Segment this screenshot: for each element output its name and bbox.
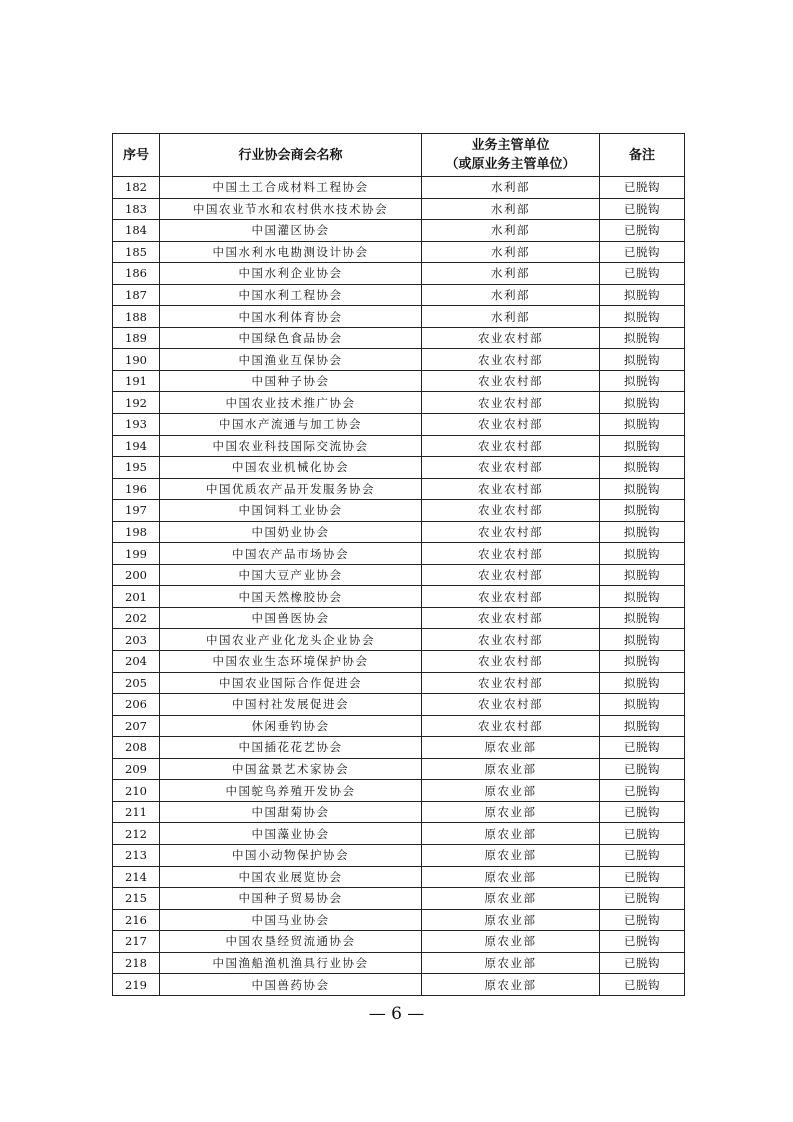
row-supervising-unit: 原农业部 <box>422 737 600 759</box>
table-row <box>113 241 685 263</box>
row-serial-number: 183 <box>113 198 160 220</box>
row-supervising-unit: 农业农村部 <box>422 435 600 457</box>
row-remarks: 拟脱钩 <box>600 457 685 479</box>
row-serial-number: 182 <box>113 177 160 199</box>
row-remarks: 已脱钩 <box>600 737 685 759</box>
row-association-name: 中国村社发展促进会 <box>160 694 422 716</box>
row-supervising-unit: 水利部 <box>422 177 600 199</box>
table-row <box>113 435 685 457</box>
row-remarks: 已脱钩 <box>600 177 685 199</box>
row-remarks: 拟脱钩 <box>600 607 685 629</box>
row-serial-number: 193 <box>113 414 160 436</box>
row-serial-number: 188 <box>113 306 160 328</box>
row-association-name: 中国渔业互保协会 <box>160 349 422 371</box>
row-association-name: 中国水利企业协会 <box>160 263 422 285</box>
row-remarks: 拟脱钩 <box>600 586 685 608</box>
row-remarks: 拟脱钩 <box>600 543 685 565</box>
table-row <box>113 607 685 629</box>
row-serial-number: 212 <box>113 823 160 845</box>
row-remarks: 已脱钩 <box>600 241 685 263</box>
row-association-name: 中国农业机械化协会 <box>160 457 422 479</box>
row-remarks: 已脱钩 <box>600 780 685 802</box>
table-row <box>113 306 685 328</box>
row-supervising-unit: 农业农村部 <box>422 414 600 436</box>
row-serial-number: 204 <box>113 651 160 673</box>
row-serial-number: 216 <box>113 909 160 931</box>
row-serial-number: 202 <box>113 607 160 629</box>
row-association-name: 中国水利水电勘测设计协会 <box>160 241 422 263</box>
row-supervising-unit: 原农业部 <box>422 866 600 888</box>
table-row <box>113 564 685 586</box>
row-serial-number: 194 <box>113 435 160 457</box>
row-association-name: 中国鸵鸟养殖开发协会 <box>160 780 422 802</box>
row-association-name: 中国马业协会 <box>160 909 422 931</box>
row-serial-number: 198 <box>113 521 160 543</box>
row-supervising-unit: 农业农村部 <box>422 715 600 737</box>
row-remarks: 拟脱钩 <box>600 349 685 371</box>
table-row <box>113 758 685 780</box>
row-serial-number: 190 <box>113 349 160 371</box>
row-serial-number: 203 <box>113 629 160 651</box>
row-serial-number: 184 <box>113 220 160 242</box>
row-association-name: 中国饲料工业协会 <box>160 500 422 522</box>
row-serial-number: 210 <box>113 780 160 802</box>
row-remarks: 拟脱钩 <box>600 651 685 673</box>
table-row <box>113 327 685 349</box>
row-remarks: 拟脱钩 <box>600 327 685 349</box>
row-remarks: 拟脱钩 <box>600 435 685 457</box>
row-serial-number: 218 <box>113 952 160 974</box>
table-row <box>113 284 685 306</box>
row-serial-number: 195 <box>113 457 160 479</box>
table-row <box>113 586 685 608</box>
row-association-name: 中国土工合成材料工程协会 <box>160 177 422 199</box>
row-serial-number: 208 <box>113 737 160 759</box>
row-association-name: 中国农业节水和农村供水技术协会 <box>160 198 422 220</box>
row-supervising-unit: 农业农村部 <box>422 327 600 349</box>
row-association-name: 中国农业产业化龙头企业协会 <box>160 629 422 651</box>
table-row <box>113 349 685 371</box>
row-supervising-unit: 原农业部 <box>422 931 600 953</box>
row-supervising-unit: 水利部 <box>422 306 600 328</box>
row-remarks: 已脱钩 <box>600 909 685 931</box>
row-association-name: 中国农业生态环境保护协会 <box>160 651 422 673</box>
table-row <box>113 888 685 910</box>
row-remarks: 拟脱钩 <box>600 694 685 716</box>
row-supervising-unit: 农业农村部 <box>422 370 600 392</box>
row-remarks: 已脱钩 <box>600 974 685 996</box>
row-remarks: 拟脱钩 <box>600 672 685 694</box>
row-remarks: 已脱钩 <box>600 801 685 823</box>
row-remarks: 已脱钩 <box>600 844 685 866</box>
row-remarks: 拟脱钩 <box>600 715 685 737</box>
table-row <box>113 715 685 737</box>
row-supervising-unit: 农业农村部 <box>422 586 600 608</box>
table-row <box>113 198 685 220</box>
row-remarks: 已脱钩 <box>600 758 685 780</box>
row-remarks: 拟脱钩 <box>600 306 685 328</box>
row-serial-number: 197 <box>113 500 160 522</box>
row-supervising-unit: 原农业部 <box>422 974 600 996</box>
row-remarks: 已脱钩 <box>600 823 685 845</box>
row-serial-number: 219 <box>113 974 160 996</box>
table-row <box>113 651 685 673</box>
table-row <box>113 801 685 823</box>
row-supervising-unit: 水利部 <box>422 263 600 285</box>
row-association-name: 中国盆景艺术家协会 <box>160 758 422 780</box>
row-supervising-unit: 农业农村部 <box>422 672 600 694</box>
row-association-name: 中国农业技术推广协会 <box>160 392 422 414</box>
row-association-name: 休闲垂钓协会 <box>160 715 422 737</box>
row-supervising-unit: 农业农村部 <box>422 543 600 565</box>
row-association-name: 中国天然橡胶协会 <box>160 586 422 608</box>
row-association-name: 中国大豆产业协会 <box>160 564 422 586</box>
row-supervising-unit: 农业农村部 <box>422 521 600 543</box>
row-association-name: 中国水利体育协会 <box>160 306 422 328</box>
row-serial-number: 217 <box>113 931 160 953</box>
table-row <box>113 457 685 479</box>
table-row <box>113 780 685 802</box>
row-association-name: 中国种子协会 <box>160 370 422 392</box>
row-association-name: 中国兽医协会 <box>160 607 422 629</box>
row-remarks: 已脱钩 <box>600 931 685 953</box>
row-serial-number: 214 <box>113 866 160 888</box>
header-row <box>113 134 685 177</box>
table-row <box>113 543 685 565</box>
row-remarks: 拟脱钩 <box>600 629 685 651</box>
row-supervising-unit: 原农业部 <box>422 844 600 866</box>
row-serial-number: 207 <box>113 715 160 737</box>
row-remarks: 拟脱钩 <box>600 564 685 586</box>
row-supervising-unit: 农业农村部 <box>422 457 600 479</box>
table-body <box>113 177 685 996</box>
row-serial-number: 200 <box>113 564 160 586</box>
row-association-name: 中国农业科技国际交流协会 <box>160 435 422 457</box>
row-supervising-unit: 原农业部 <box>422 909 600 931</box>
table-row <box>113 177 685 199</box>
row-association-name: 中国灌区协会 <box>160 220 422 242</box>
header-association-name: 行业协会商会名称 <box>160 134 422 177</box>
row-supervising-unit: 原农业部 <box>422 758 600 780</box>
header-serial-number: 序号 <box>113 134 160 177</box>
row-supervising-unit: 原农业部 <box>422 952 600 974</box>
table-row <box>113 974 685 996</box>
row-serial-number: 185 <box>113 241 160 263</box>
table-row <box>113 694 685 716</box>
row-supervising-unit: 农业农村部 <box>422 478 600 500</box>
row-supervising-unit: 水利部 <box>422 220 600 242</box>
row-remarks: 已脱钩 <box>600 263 685 285</box>
row-supervising-unit: 水利部 <box>422 284 600 306</box>
row-association-name: 中国渔船渔机渔具行业协会 <box>160 952 422 974</box>
row-association-name: 中国农产品市场协会 <box>160 543 422 565</box>
row-association-name: 中国种子贸易协会 <box>160 888 422 910</box>
table-header <box>113 134 685 177</box>
table-row <box>113 844 685 866</box>
row-remarks: 拟脱钩 <box>600 521 685 543</box>
row-remarks: 拟脱钩 <box>600 478 685 500</box>
table-row <box>113 220 685 242</box>
row-serial-number: 209 <box>113 758 160 780</box>
row-supervising-unit: 农业农村部 <box>422 629 600 651</box>
row-remarks: 拟脱钩 <box>600 500 685 522</box>
row-supervising-unit: 农业农村部 <box>422 500 600 522</box>
row-serial-number: 189 <box>113 327 160 349</box>
row-association-name: 中国农业展览协会 <box>160 866 422 888</box>
row-association-name: 中国奶业协会 <box>160 521 422 543</box>
table-row <box>113 931 685 953</box>
table-row <box>113 952 685 974</box>
table-row <box>113 909 685 931</box>
row-remarks: 已脱钩 <box>600 198 685 220</box>
table-row <box>113 478 685 500</box>
row-remarks: 已脱钩 <box>600 220 685 242</box>
row-supervising-unit: 原农业部 <box>422 780 600 802</box>
row-association-name: 中国水利工程协会 <box>160 284 422 306</box>
table-row <box>113 629 685 651</box>
row-supervising-unit: 原农业部 <box>422 801 600 823</box>
row-supervising-unit: 农业农村部 <box>422 694 600 716</box>
row-serial-number: 191 <box>113 370 160 392</box>
table-row <box>113 521 685 543</box>
row-supervising-unit: 农业农村部 <box>422 651 600 673</box>
row-remarks: 已脱钩 <box>600 866 685 888</box>
row-serial-number: 213 <box>113 844 160 866</box>
header-supervising-unit-line1: 业务主管单位 <box>471 138 550 153</box>
row-supervising-unit: 农业农村部 <box>422 349 600 371</box>
row-association-name: 中国优质农产品开发服务协会 <box>160 478 422 500</box>
row-remarks: 拟脱钩 <box>600 284 685 306</box>
row-supervising-unit: 农业农村部 <box>422 564 600 586</box>
row-remarks: 拟脱钩 <box>600 370 685 392</box>
row-serial-number: 206 <box>113 694 160 716</box>
row-serial-number: 215 <box>113 888 160 910</box>
header-remarks: 备注 <box>600 134 685 177</box>
row-association-name: 中国藻业协会 <box>160 823 422 845</box>
row-association-name: 中国插花花艺协会 <box>160 737 422 759</box>
table-row <box>113 866 685 888</box>
table-row <box>113 737 685 759</box>
row-serial-number: 187 <box>113 284 160 306</box>
table-row <box>113 500 685 522</box>
row-supervising-unit: 农业农村部 <box>422 392 600 414</box>
table-row <box>113 414 685 436</box>
row-remarks: 拟脱钩 <box>600 392 685 414</box>
row-association-name: 中国绿色食品协会 <box>160 327 422 349</box>
row-serial-number: 192 <box>113 392 160 414</box>
table-row <box>113 823 685 845</box>
association-table <box>112 133 685 996</box>
row-serial-number: 186 <box>113 263 160 285</box>
row-serial-number: 196 <box>113 478 160 500</box>
row-association-name: 中国农垦经贸流通协会 <box>160 931 422 953</box>
header-supervising-unit-line2: （或原业务主管单位） <box>445 157 576 172</box>
row-association-name: 中国甜菊协会 <box>160 801 422 823</box>
row-remarks: 拟脱钩 <box>600 414 685 436</box>
row-association-name: 中国小动物保护协会 <box>160 844 422 866</box>
row-supervising-unit: 原农业部 <box>422 888 600 910</box>
row-serial-number: 199 <box>113 543 160 565</box>
page-number: — 6 — <box>368 1004 425 1024</box>
row-remarks: 已脱钩 <box>600 888 685 910</box>
table-row <box>113 263 685 285</box>
row-supervising-unit: 原农业部 <box>422 823 600 845</box>
row-supervising-unit: 农业农村部 <box>422 607 600 629</box>
table-row <box>113 392 685 414</box>
row-remarks: 已脱钩 <box>600 952 685 974</box>
row-supervising-unit: 水利部 <box>422 198 600 220</box>
table-row <box>113 370 685 392</box>
table-row <box>113 672 685 694</box>
row-association-name: 中国农业国际合作促进会 <box>160 672 422 694</box>
row-serial-number: 201 <box>113 586 160 608</box>
row-association-name: 中国水产流通与加工协会 <box>160 414 422 436</box>
header-supervising-unit <box>422 134 600 177</box>
row-serial-number: 205 <box>113 672 160 694</box>
row-association-name: 中国兽药协会 <box>160 974 422 996</box>
row-serial-number: 211 <box>113 801 160 823</box>
row-supervising-unit: 水利部 <box>422 241 600 263</box>
